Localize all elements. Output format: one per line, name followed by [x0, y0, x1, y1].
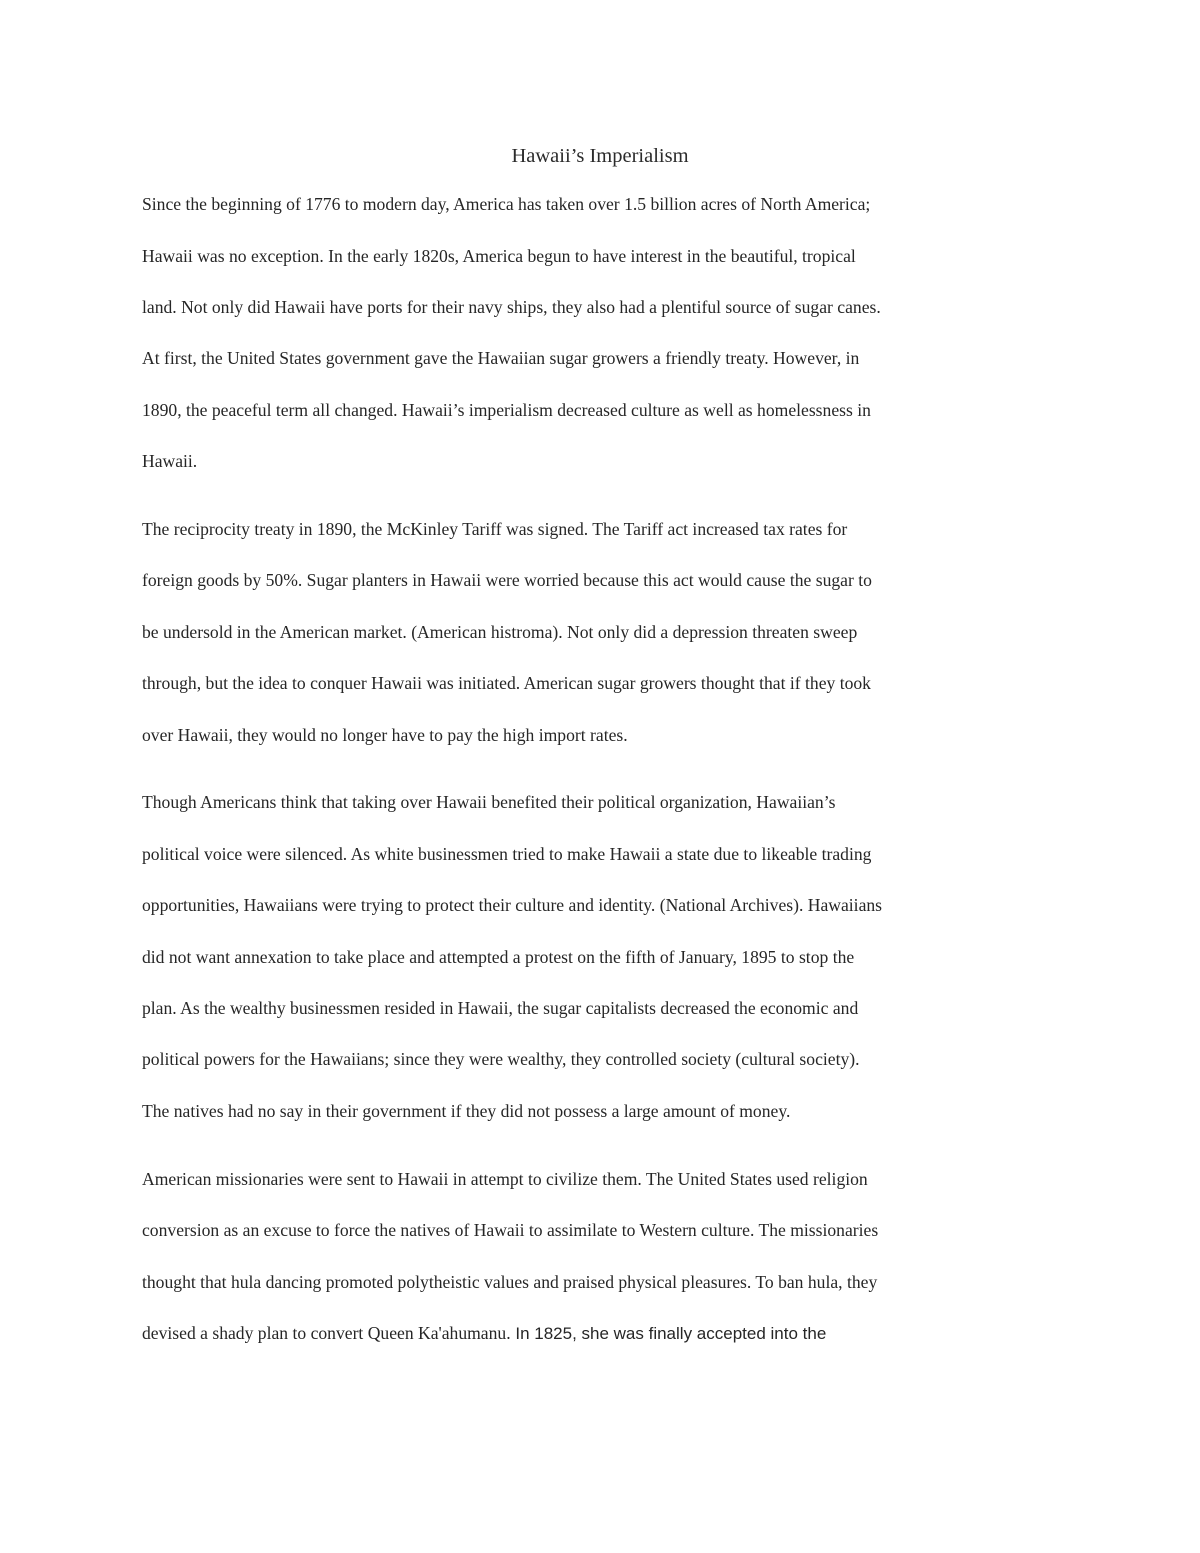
paragraph-3-line-4: did not want annexation to take place and attempted a protest on the fifth of January, 1895 to stop the: [142, 947, 855, 967]
paragraph-3-line-7: The natives had no say in their government if they did not possess a large amount of money.: [142, 1101, 791, 1121]
paragraph-4-line-2: conversion as an excuse to force the natives of Hawaii to assimilate to Western culture. The missionaries: [142, 1220, 879, 1240]
paragraph-2-line-4: through, but the idea to conquer Hawaii was initiated. American sugar growers thought that if they took: [142, 673, 871, 693]
paragraph-2-line-3: be undersold in the American market. (American histroma). Not only did a depression threaten sweep: [142, 622, 858, 642]
paragraph-3-line-2: political voice were silenced. As white businessmen tried to make Hawaii a state due to likeable trading: [142, 844, 872, 864]
paragraph-1-line-1: Since the beginning of 1776 to modern day, America has taken over 1.5 billion acres of North America;: [142, 194, 871, 214]
paragraph-3-line-6: political powers for the Hawaiians; since they were wealthy, they controlled society (cultural society).: [142, 1049, 860, 1069]
paragraph-1-line-5: 1890, the peaceful term all changed. Hawaii’s imperialism decreased culture as well as homelessness in: [142, 400, 871, 420]
paragraph-1-line-3: land. Not only did Hawaii have ports for their navy ships, they also had a plentiful source of sugar canes.: [142, 297, 881, 317]
paragraph-4-line-3: thought that hula dancing promoted polytheistic values and praised physical pleasures. To ban hula, they: [142, 1272, 878, 1292]
paragraph-1-line-4: At first, the United States government gave the Hawaiian sugar growers a friendly treaty. However, in: [142, 348, 860, 368]
paragraph-3-line-1: Though Americans think that taking over Hawaii benefited their political organization, Hawaiian’s: [142, 792, 836, 812]
paragraph-1-line-2: Hawaii was no exception. In the early 1820s, America begun to have interest in the beautiful, tropical: [142, 246, 856, 266]
paragraph-3-line-3: opportunities, Hawaiians were trying to protect their culture and identity. (National Archives). Hawaiians: [142, 895, 883, 915]
paragraph-3-line-5: plan. As the wealthy businessmen resided in Hawaii, the sugar capitalists decreased the economic and: [142, 998, 859, 1018]
paragraph-1-line-6: Hawaii.: [142, 451, 198, 471]
paragraph-4-line-4: [142, 1320, 826, 1347]
paragraph-4-line-4-sans-text: In 1825, she was finally accepted into the: [510, 1324, 827, 1343]
paragraph-2-line-1: The reciprocity treaty in 1890, the McKinley Tariff was signed. The Tariff act increased tax rates for: [142, 519, 848, 539]
document-title: Hawaii’s Imperialism: [511, 145, 689, 167]
paragraph-4-line-4-serif-text: devised a shady plan to convert Queen Ka'ahumanu.: [142, 1323, 511, 1343]
paragraph-2-line-5: over Hawaii, they would no longer have to pay the high import rates.: [142, 725, 628, 745]
paragraph-4-line-1: American missionaries were sent to Hawaii in attempt to civilize them. The United States used religion: [142, 1169, 868, 1189]
paragraph-2-line-2: foreign goods by 50%. Sugar planters in Hawaii were worried because this act would cause the sugar to: [142, 570, 872, 590]
